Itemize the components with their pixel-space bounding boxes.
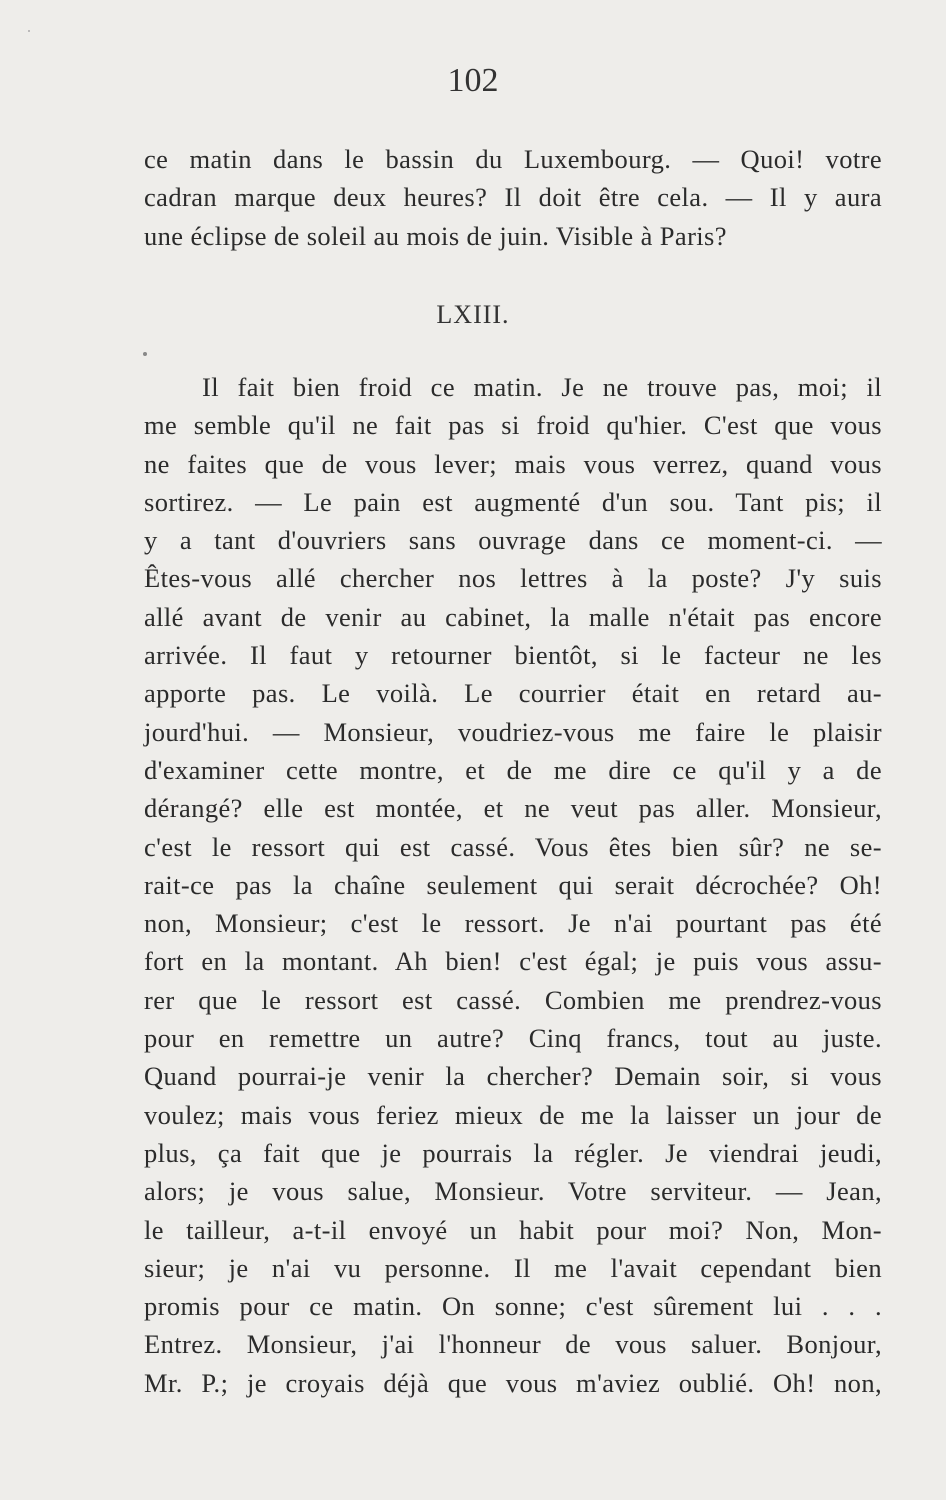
ink-speck <box>28 30 30 32</box>
text-line: Il fait bien froid ce matin. Je ne trouve pas, moi; il <box>202 372 882 402</box>
ink-speck <box>143 352 147 356</box>
text-line: voulez; mais vous feriez mieux de me la laisser un jour de <box>144 1099 882 1130</box>
text-line: une éclipse de soleil au mois de juin. Visible à Paris? <box>144 220 727 251</box>
paragraph-continuation <box>144 140 882 255</box>
text-line: Mr. P.; je croyais déjà que vous m'aviez oublié. Oh! non, <box>144 1367 882 1398</box>
text-line: rer que le ressort est cassé. Combien me prendrez-vous <box>144 984 882 1015</box>
text-line: ne faites que de vous lever; mais vous verrez, quand vous <box>144 448 882 479</box>
text-line: apporte pas. Le voilà. Le courrier était en retard au- <box>144 678 882 709</box>
text-line: sortirez. — Le pain est augmenté d'un sou. Tant pis; il <box>144 486 882 517</box>
text-line: non, Monsieur; c'est le ressort. Je n'ai pourtant pas été <box>144 908 882 939</box>
section-paragraph <box>144 368 882 1402</box>
text-line: d'examiner cette montre, et de me dire ce qu'il y a de <box>144 754 882 785</box>
text-line: c'est le ressort qui est cassé. Vous êtes bien sûr? ne se- <box>144 831 882 862</box>
text-line: alors; je vous salue, Monsieur. Votre serviteur. — Jean, <box>144 1176 882 1207</box>
text-line: cadran marque deux heures? Il doit être cela. — Il y aura <box>144 182 882 213</box>
text-line: me semble qu'il ne fait pas si froid qu'hier. C'est que vous <box>144 410 882 441</box>
text-line: pour en remettre un autre? Cinq francs, tout au juste. <box>144 1023 882 1054</box>
text-line: Quand pourrai-je venir la chercher? Demain soir, si vous <box>144 1061 882 1092</box>
section-heading: LXIII. <box>436 300 510 329</box>
text-line: Êtes-vous allé chercher nos lettres à la poste? J'y suis <box>144 563 882 594</box>
text-line: plus, ça fait que je pourrais la régler. Je viendrai jeudi, <box>144 1137 882 1168</box>
text-line: dérangé? elle est montée, et ne veut pas aller. Monsieur, <box>144 793 882 824</box>
text-line: promis pour ce matin. On sonne; c'est sûrement lui . . . <box>144 1291 882 1322</box>
text-line: le tailleur, a-t-il envoyé un habit pour moi? Non, Mon- <box>144 1214 882 1245</box>
text-line: fort en la montant. Ah bien! c'est égal; je puis vous assu- <box>144 946 882 977</box>
text-line: ce matin dans le bassin du Luxembourg. — Quoi! votre <box>144 144 882 174</box>
text-line: jourd'hui. — Monsieur, voudriez-vous me faire le plaisir <box>144 716 882 747</box>
text-line: y a tant d'ouvriers sans ouvrage dans ce moment-ci. — <box>144 525 882 556</box>
text-line: rait-ce pas la chaîne seulement qui serait décrochée? Oh! <box>144 869 882 900</box>
text-line: Entrez. Monsieur, j'ai l'honneur de vous saluer. Bonjour, <box>144 1329 882 1360</box>
page-number: 102 <box>447 62 499 99</box>
text-line: allé avant de venir au cabinet, la malle n'était pas encore <box>144 601 882 632</box>
text-line: sieur; je n'ai vu personne. Il me l'avait cependant bien <box>144 1252 882 1283</box>
text-line: arrivée. Il faut y retourner bientôt, si le facteur ne les <box>144 640 882 671</box>
